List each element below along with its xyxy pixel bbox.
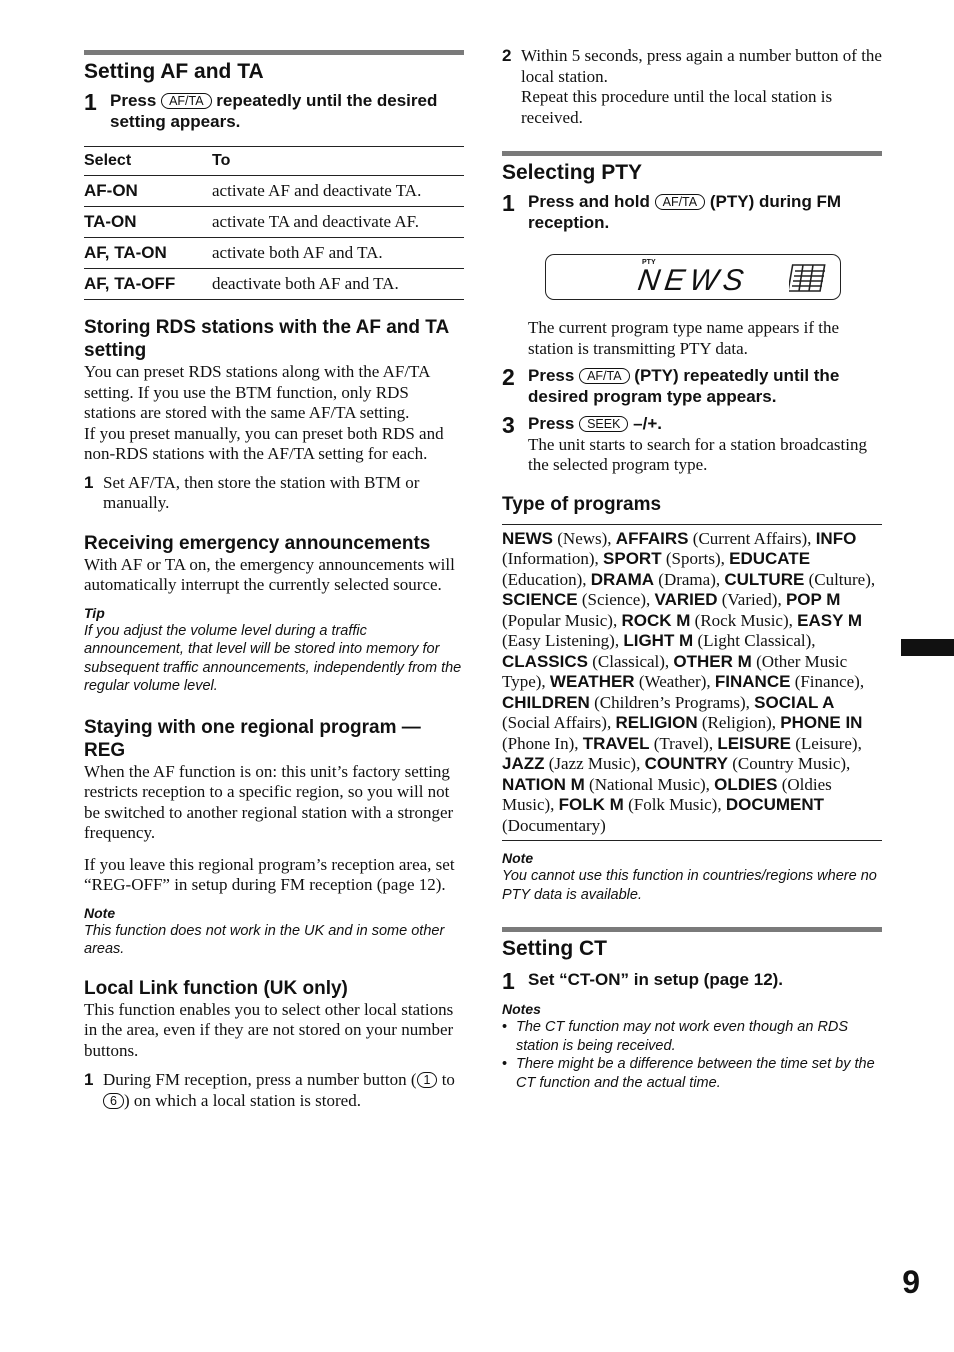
step-number: 1 — [84, 1070, 94, 1089]
program-type-name: NEWS — [502, 528, 553, 548]
notes-label: Notes — [502, 1001, 541, 1017]
program-type-name: DRAMA — [590, 569, 655, 589]
step-number: 3 — [502, 412, 515, 438]
storing-heading: Storing RDS stations with the AF and TA setting — [84, 317, 449, 361]
step-text-pre: Press and hold — [528, 192, 650, 211]
step-text-1: Within 5 seconds, press again a number button of the local station. — [521, 46, 882, 86]
step-number: 1 — [84, 89, 97, 115]
section-rule — [502, 927, 882, 932]
right-column — [502, 46, 882, 1092]
program-type-name: RELIGION — [615, 713, 698, 732]
step-text-pre: Press — [528, 366, 575, 385]
program-type-name: POP M — [785, 590, 841, 609]
program-type-name: SCIENCE — [502, 590, 578, 609]
step-text-pre: During FM reception, press a number button ( — [103, 1070, 417, 1089]
af-ta-step-1 — [84, 91, 464, 132]
number-key-1: 1 — [417, 1072, 438, 1088]
program-types-heading: Type of programs — [502, 493, 882, 525]
row-description: deactivate both AF and TA. — [212, 269, 464, 300]
list-item: • There might be a difference between the time set by the CT function and the actual time. — [502, 1055, 882, 1092]
storing-paragraph-1: You can preset RDS stations along with the AF/TA setting. If you use the BTM function, only RDS stations are stored with the same AF/TA setting. — [84, 362, 430, 422]
program-type-description: (Weather), — [634, 672, 715, 691]
program-type-name: PHONE IN — [780, 713, 863, 732]
emergency-paragraph: With AF or TA on, the emergency announcements will automatically interrupt the currently selected source. — [84, 554, 455, 594]
af-ta-key: AF/TA — [579, 368, 630, 384]
step-text: Set “CT-ON” in setup (page 12). — [528, 970, 784, 989]
table-row — [84, 207, 464, 238]
program-type-name: WEATHER — [549, 672, 635, 691]
pty-step-2 — [502, 366, 882, 407]
program-type-description: (Oldies Music), — [502, 774, 832, 814]
table-row — [84, 238, 464, 269]
display-illustration — [502, 242, 882, 316]
note-label: Note — [502, 850, 534, 866]
pty-indicator: PTY — [642, 259, 656, 266]
af-ta-table — [84, 146, 464, 300]
program-type-name: EASY M — [797, 610, 863, 630]
page-number: 9 — [902, 1264, 920, 1300]
program-type-description: (Country Music), — [728, 754, 851, 773]
program-type-description: (Finance), — [790, 672, 865, 691]
left-column — [84, 50, 464, 1111]
program-type-description: (Other Music Type), — [502, 651, 848, 691]
program-type-name: ROCK M — [621, 610, 691, 630]
lcd-text: NEWS — [635, 264, 751, 297]
local-link-step-1 — [84, 1070, 464, 1111]
program-type-description: (Information), — [502, 549, 604, 568]
row-option: AF-ON — [84, 176, 212, 207]
program-type-description: (Children’s Programs), — [589, 692, 755, 712]
program-type-name: LEISURE — [717, 733, 792, 753]
program-type-description: (Culture), — [804, 569, 876, 589]
header-to: To — [212, 147, 464, 176]
step-text-post: (PTY) during FM reception. — [528, 192, 842, 232]
program-type-name: COUNTRY — [644, 754, 729, 773]
list-item: • The CT function may not work even though an RDS station is being received. — [502, 1018, 882, 1055]
program-type-description: (Documentary) — [502, 815, 606, 835]
af-ta-key: AF/TA — [161, 93, 212, 109]
ct-notes-list — [502, 1018, 882, 1092]
program-type-description: (Rock Music), — [690, 610, 798, 630]
program-type-name: FOLK M — [558, 795, 624, 814]
program-type-name: FINANCE — [714, 672, 791, 691]
pty-step-1 — [502, 192, 882, 233]
program-type-description: (Sports), — [661, 549, 730, 568]
program-type-name: NATION M — [502, 774, 585, 794]
program-type-name: SPORT — [603, 549, 662, 568]
program-type-description: (Folk Music), — [623, 795, 726, 814]
pty-step-3 — [502, 414, 882, 476]
step-text-mid: to — [441, 1070, 455, 1089]
step-text-pre: Press — [528, 414, 575, 433]
step-number: 2 — [502, 364, 515, 390]
ct-step-1 — [502, 970, 882, 992]
program-type-name: CLASSICS — [502, 651, 588, 671]
section-rule — [502, 151, 882, 156]
program-type-description: (Varied), — [717, 590, 786, 609]
program-type-description: (National Music), — [584, 774, 715, 794]
program-type-name: AFFAIRS — [615, 528, 689, 548]
step-text-post: (PTY) repeatedly until the desired program type appears. — [528, 366, 840, 406]
program-type-name: CULTURE — [724, 569, 805, 589]
program-type-name: EDUCATE — [729, 549, 811, 568]
step-text-post: repeatedly until the desired setting appears. — [110, 91, 438, 131]
note-text: This function does not work in the UK and in some other areas. — [84, 922, 445, 957]
program-type-description: (Jazz Music), — [544, 754, 645, 773]
program-type-name: SOCIAL A — [754, 692, 835, 712]
section-tab-marker — [901, 639, 954, 656]
step-text-pre: Press — [110, 91, 157, 110]
program-type-description: (Popular Music), — [502, 610, 622, 630]
program-type-name: TRAVEL — [582, 733, 650, 753]
table-header-row — [84, 147, 464, 176]
step-number: 1 — [502, 190, 515, 216]
pty-heading: Selecting PTY — [502, 161, 643, 184]
step-text-post: –/+. — [633, 414, 662, 433]
program-type-description: (Phone In), — [502, 733, 583, 753]
program-type-name: DOCUMENT — [725, 795, 825, 814]
table-row — [84, 269, 464, 300]
step-text-post: ) on which a local station is stored. — [123, 1090, 361, 1110]
program-type-description: (Drama), — [654, 569, 725, 589]
eq-graphic-icon — [789, 263, 829, 293]
row-option: AF, TA-ON — [84, 238, 212, 269]
program-type-description: (Leisure), — [791, 733, 862, 753]
seek-key: SEEK — [579, 416, 628, 432]
step-text-2: Repeat this procedure until the local station is received. — [521, 87, 833, 127]
step-number: 2 — [502, 46, 512, 65]
ct-heading: Setting CT — [502, 937, 607, 960]
step-number: 1 — [84, 472, 94, 492]
program-type-description: (Easy Listening), — [502, 631, 624, 650]
program-types-list — [502, 529, 882, 842]
local-link-paragraph: This function enables you to select other local stations in the area, even if they are not stored on your number buttons. — [84, 999, 454, 1060]
row-description: activate both AF and TA. — [212, 238, 464, 269]
program-type-name: CHILDREN — [502, 692, 590, 712]
number-key-6: 6 — [103, 1093, 124, 1109]
program-type-name: LIGHT M — [623, 631, 694, 650]
program-type-description: (Travel), — [649, 733, 718, 753]
section-rule — [84, 50, 464, 55]
storing-step-1 — [84, 473, 464, 514]
note-label: Note — [84, 904, 116, 921]
step-number: 1 — [502, 968, 515, 994]
program-type-name: OLDIES — [714, 774, 778, 794]
program-type-description: (News), — [553, 528, 616, 548]
table-row — [84, 176, 464, 207]
row-option: TA-ON — [84, 207, 212, 238]
program-type-description: (Light Classical), — [693, 631, 816, 650]
row-option: AF, TA-OFF — [84, 269, 212, 300]
header-select: Select — [84, 147, 212, 176]
step-text: Set AF/TA, then store the station with BTM or manually. — [103, 472, 420, 512]
local-link-heading: Local Link function (UK only) — [84, 977, 348, 999]
program-type-description: (Religion), — [697, 713, 781, 732]
row-description: activate AF and deactivate TA. — [212, 176, 464, 207]
pty-step-1-description: The current program type name appears if the station is transmitting PTY data. — [528, 318, 840, 358]
program-type-name: VARIED — [654, 590, 718, 609]
af-ta-key: AF/TA — [655, 194, 706, 210]
regional-paragraph-2: If you leave this regional program’s reception area, set “REG-OFF” in setup during FM reception (page 12). — [84, 854, 455, 894]
lcd-display — [545, 254, 841, 300]
program-type-description: (Science), — [577, 590, 655, 609]
tip-label: Tip — [84, 604, 105, 621]
local-link-step-2 — [502, 46, 882, 128]
regional-heading: Staying with one regional program — REG — [84, 716, 421, 761]
storing-paragraph-2: If you preset manually, you can preset both RDS and non-RDS stations with the AF/TA setting for each. — [84, 423, 444, 463]
program-type-name: OTHER M — [673, 651, 752, 671]
emergency-heading: Receiving emergency announcements — [84, 532, 431, 554]
program-type-name: JAZZ — [502, 754, 545, 773]
tip-text: If you adjust the volume level during a traffic announcement, that level will be stored into memory for subsequent traffic announcements, independently from the regular volume level. — [84, 622, 462, 694]
row-description: activate TA and deactivate AF. — [212, 207, 464, 238]
note-text: You cannot use this function in countries/regions where no PTY data is available. — [502, 868, 877, 903]
program-type-description: (Classical), — [587, 651, 674, 671]
program-type-description: (Education), — [502, 569, 591, 589]
pty-step-3-description: The unit starts to search for a station broadcasting the selected program type. — [528, 434, 867, 474]
program-type-description: (Current Affairs), — [688, 528, 816, 548]
af-ta-heading: Setting AF and TA — [84, 60, 264, 83]
program-type-description: (Social Affairs), — [502, 713, 616, 732]
program-type-name: INFO — [815, 528, 857, 548]
regional-paragraph-1: When the AF function is on: this unit’s factory setting restricts reception to a specific region, so you will not be switched to another regional station with a stronger frequency. — [84, 761, 454, 842]
